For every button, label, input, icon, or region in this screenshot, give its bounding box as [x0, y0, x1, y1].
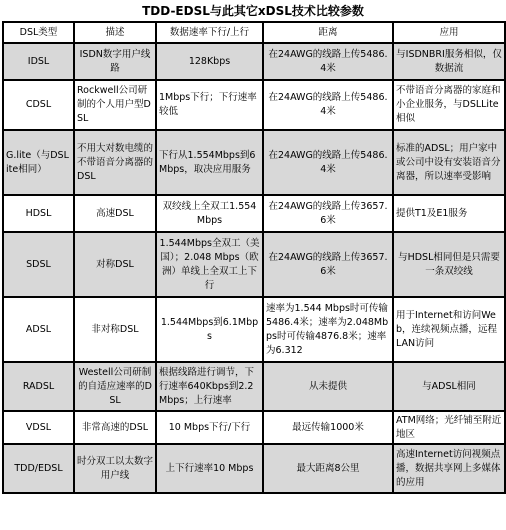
table-row — [4, 44, 504, 79]
table-cell: 双绞线上全双工1.554Mbps — [157, 196, 262, 231]
table-cell: 高速DSL — [75, 196, 155, 231]
table-cell: 根据线路进行调节，下行速率640Kbps到2.2 Mbps；上行速率 — [157, 363, 262, 410]
table-cell: 在24AWG的线路上传3657.6米 — [264, 196, 392, 231]
table-row — [4, 196, 504, 231]
table-cell: 提供T1及E1服务 — [394, 196, 504, 231]
table-cell: G.lite（与DSLite相同） — [4, 131, 73, 194]
table-cell: HDSL — [4, 196, 73, 231]
table-cell: 高速Internet访问视频点播，数据共享网上多媒体的应用 — [394, 445, 504, 492]
table-cell: Westell公司研制的自适应速率的DSL — [75, 363, 155, 410]
table-cell: 1.544Mbps到6.1Mbps — [157, 298, 262, 361]
table-cell: 标准的ADSL；用户家中或公司中设有安装语音分离器，所以速率受影响 — [394, 131, 504, 194]
page-title: TDD-EDSL与此其它xDSL技术比较参数 — [142, 4, 364, 18]
table-cell: 最远传输1000米 — [264, 412, 392, 443]
table-cell: 在24AWG的线路上传5486.4米 — [264, 44, 392, 79]
table-cell: 与HDSL相同但是只需要一条双绞线 — [394, 233, 504, 296]
table-cell: 1Mbps下行；下行速率较低 — [157, 81, 262, 129]
table-cell: 在24AWG的线路上传5486.4米 — [264, 81, 392, 129]
table-cell: CDSL — [4, 81, 73, 129]
column-header: 描述 — [75, 23, 155, 42]
table-row — [4, 298, 504, 361]
table-row — [4, 81, 504, 129]
table-cell: Rockwell公司研制的个人用户型DSL — [75, 81, 155, 129]
table-cell: 速率为1.544 Mbps时可传输5486.4米；速率为2.048Mbps时可传输4876.8米；速率为6.312 — [264, 298, 392, 361]
table-cell: 用于Internet和访问Web，连续视频点播，远程LAN访问 — [394, 298, 504, 361]
table-row — [4, 233, 504, 296]
table-cell: ADSL — [4, 298, 73, 361]
table-cell: RADSL — [4, 363, 73, 410]
table-cell: 与ISDNBRI服务相似，仅数据流 — [394, 44, 504, 79]
table-cell: 非常高速的DSL — [75, 412, 155, 443]
column-header: 距离 — [264, 23, 392, 42]
comparison-table — [2, 21, 506, 494]
table-cell: ATM网络；光纤铺至附近地区 — [394, 412, 504, 443]
table-cell: 从未提供 — [264, 363, 392, 410]
table-row — [4, 445, 504, 492]
table-cell: 最大距离8公里 — [264, 445, 392, 492]
table-cell: 对称DSL — [75, 233, 155, 296]
table-cell: 非对称DSL — [75, 298, 155, 361]
table-cell: 时分双工以太数字用户线 — [75, 445, 155, 492]
table-cell: 上下行速率10 Mbps — [157, 445, 262, 492]
table-cell: 与ADSL相同 — [394, 363, 504, 410]
table-cell: IDSL — [4, 44, 73, 79]
table-cell: SDSL — [4, 233, 73, 296]
table-cell: ISDN数字用户线路 — [75, 44, 155, 79]
table-cell: 10 Mbps下行/下行 — [157, 412, 262, 443]
column-header: DSL类型 — [4, 23, 73, 42]
table-row — [4, 131, 504, 194]
table-cell: TDD/EDSL — [4, 445, 73, 492]
table-cell: 不用大对数电缆的不带语音分离器的DSL — [75, 131, 155, 194]
table-row — [4, 363, 504, 410]
column-header: 应用 — [394, 23, 504, 42]
table-cell: 不带语音分离器的家庭和小企业服务，与DSLLite相似 — [394, 81, 504, 129]
header-row — [4, 23, 504, 42]
table-cell: 在24AWG的线路上传3657.6米 — [264, 233, 392, 296]
table-cell: VDSL — [4, 412, 73, 443]
table-cell: 下行从1.554Mbps到6Mbps，取决应用服务 — [157, 131, 262, 194]
table-cell: 1.544Mbps全双工（美国）；2.048 Mbps（欧洲）单线上全双工上下行 — [157, 233, 262, 296]
column-header: 数据速率下行/上行 — [157, 23, 262, 42]
table-row — [4, 412, 504, 443]
table-cell: 128Kbps — [157, 44, 262, 79]
table-cell: 在24AWG的线路上传5486.4米 — [264, 131, 392, 194]
